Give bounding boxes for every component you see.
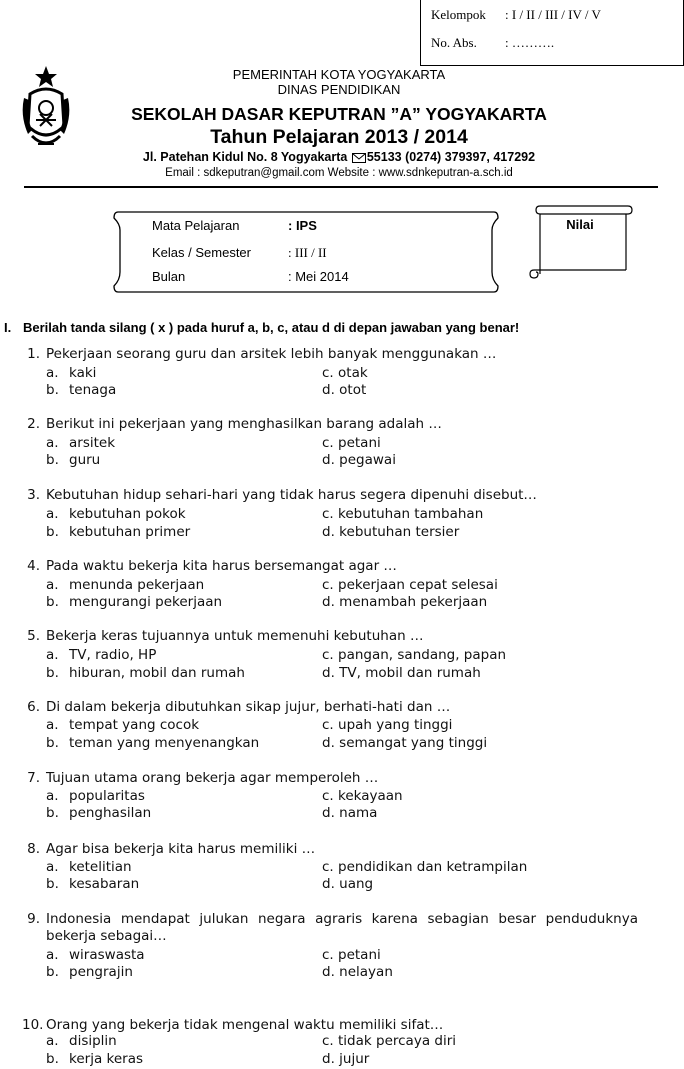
address-postal-phone: 55133 (0274) 379397, 417292 xyxy=(366,150,536,164)
option-b[interactable]: b. mengurangi pekerjaan xyxy=(46,594,223,610)
question-number: 6. xyxy=(27,699,40,715)
option-a[interactable]: a. kaki xyxy=(46,365,97,381)
option-a[interactable]: a. tempat yang cocok xyxy=(46,717,200,733)
abs-label: No. Abs. xyxy=(431,35,477,50)
question-text: Orang yang bekerja tidak mengenal waktu memiliki sifat… xyxy=(46,1017,444,1033)
option-a[interactable]: a. arsitek xyxy=(46,435,116,451)
question-number: 1. xyxy=(27,346,40,362)
option-a[interactable]: a. popularitas xyxy=(46,788,145,804)
option-b[interactable]: b. guru xyxy=(46,452,101,468)
question-number: 8. xyxy=(27,841,40,857)
abs-value: : ………. xyxy=(505,35,555,50)
address-street: Jl. Patehan Kidul No. 8 Yogyakarta xyxy=(142,150,348,164)
class-semester-value: : III / II xyxy=(288,245,327,260)
section-number: I. xyxy=(4,320,12,335)
header-government: PEMERINTAH KOTA YOGYAKARTA xyxy=(232,67,446,82)
question-text: Indonesia mendapat julukan negara agraris karena sebagian besar penduduknya bekerja sebagai… xyxy=(46,911,638,944)
option-a[interactable]: a. wiraswasta xyxy=(46,947,145,963)
option-b[interactable]: b. kesabaran xyxy=(46,876,140,892)
option-d[interactable]: d. menambah pekerjaan xyxy=(322,594,488,610)
school-contact: Email : sdkeputran@gmail.com Website : www.sdnkeputran-a.sch.id xyxy=(165,167,513,179)
option-b[interactable]: b. tenaga xyxy=(46,382,117,398)
question-number: 4. xyxy=(27,558,40,574)
option-a[interactable]: a. ketelitian xyxy=(46,859,132,875)
option-c[interactable]: c. petani xyxy=(322,947,381,963)
question-number: 5. xyxy=(27,628,40,644)
instruction-text: Berilah tanda silang ( x ) pada huruf a, b, c, atau d di depan jawaban yang benar! xyxy=(23,320,520,335)
month-value: : Mei 2014 xyxy=(288,269,349,284)
option-c[interactable]: c. pendidikan dan ketrampilan xyxy=(322,859,528,875)
question-number: 9. xyxy=(27,911,40,927)
question-number: 3. xyxy=(27,487,40,503)
question-number: 2. xyxy=(27,416,40,432)
header-divider xyxy=(24,186,658,188)
kelompok-label: Kelompok xyxy=(431,7,486,22)
section-instruction xyxy=(4,320,519,335)
option-d[interactable]: d. jujur xyxy=(322,1051,370,1067)
option-c[interactable]: c. kekayaan xyxy=(322,788,403,804)
option-b[interactable]: b. teman yang menyenangkan xyxy=(46,735,260,751)
school-name: SEKOLAH DASAR KEPUTRAN ”A” YOGYAKARTA xyxy=(131,104,547,124)
option-a[interactable]: a. kebutuhan pokok xyxy=(46,506,186,522)
option-c[interactable]: c. kebutuhan tambahan xyxy=(322,506,484,522)
option-d[interactable]: d. nama xyxy=(322,805,378,821)
option-d[interactable]: d. semangat yang tinggi xyxy=(322,735,488,751)
header-department: DINAS PENDIDIKAN xyxy=(277,82,401,97)
option-b[interactable]: b. kerja keras xyxy=(46,1051,144,1067)
month-label: Bulan xyxy=(152,269,186,284)
option-b[interactable]: b. hiburan, mobil dan rumah xyxy=(46,665,245,681)
scroll-icon xyxy=(528,200,634,280)
question-text: Bekerja keras tujuannya untuk memenuhi kebutuhan … xyxy=(46,628,424,644)
question-number: 7. xyxy=(27,770,40,786)
option-d[interactable]: d. nelayan xyxy=(322,964,393,980)
option-b[interactable]: b. pengrajin xyxy=(46,964,133,980)
option-d[interactable]: d. TV, mobil dan rumah xyxy=(322,665,481,681)
option-c[interactable]: c. pangan, sandang, papan xyxy=(322,647,507,663)
subject-value: : IPS xyxy=(288,218,317,233)
question-text: Pekerjaan seorang guru dan arsitek lebih banyak menggunakan … xyxy=(46,346,497,362)
option-c[interactable]: c. tidak percaya diri xyxy=(322,1033,457,1049)
option-d[interactable]: d. pegawai xyxy=(322,452,396,468)
option-d[interactable]: d. kebutuhan tersier xyxy=(322,524,460,540)
question-text: Berikut ini pekerjaan yang menghasilkan barang adalah … xyxy=(46,416,442,432)
subject-info-box xyxy=(106,210,506,294)
school-year: Tahun Pelajaran 2013 / 2014 xyxy=(210,126,468,148)
option-a[interactable]: a. disiplin xyxy=(46,1033,117,1049)
kelompok-value: : I / II / III / IV / V xyxy=(505,7,601,22)
question-text: Tujuan utama orang bekerja agar memperoleh … xyxy=(46,770,379,786)
option-c[interactable]: c. upah yang tinggi xyxy=(322,717,453,733)
question-text: Agar bisa bekerja kita harus memiliki … xyxy=(46,841,316,857)
option-a[interactable]: a. TV, radio, HP xyxy=(46,647,157,663)
option-b[interactable]: b. penghasilan xyxy=(46,805,152,821)
option-d[interactable]: d. uang xyxy=(322,876,374,892)
option-c[interactable]: c. petani xyxy=(322,435,381,451)
option-c[interactable]: c. pekerjaan cepat selesai xyxy=(322,577,498,593)
group-number-box xyxy=(420,0,684,66)
envelope-icon xyxy=(352,153,366,163)
question-text: Kebutuhan hidup sehari-hari yang tidak harus segera dipenuhi disebut… xyxy=(46,487,537,503)
question-number: 10. xyxy=(22,1017,44,1033)
subject-label: Mata Pelajaran xyxy=(152,218,240,233)
option-d[interactable]: d. otot xyxy=(322,382,367,398)
question-text: Di dalam bekerja dibutuhkan sikap jujur, berhati-hati dan … xyxy=(46,699,451,715)
option-b[interactable]: b. kebutuhan primer xyxy=(46,524,191,540)
question-text: Pada waktu bekerja kita harus bersemangat agar … xyxy=(46,558,397,574)
option-c[interactable]: c. otak xyxy=(322,365,368,381)
option-a[interactable]: a. menunda pekerjaan xyxy=(46,577,205,593)
score-label: Nilai xyxy=(566,217,594,232)
class-semester-label: Kelas / Semester xyxy=(152,245,251,260)
school-address xyxy=(40,150,638,164)
